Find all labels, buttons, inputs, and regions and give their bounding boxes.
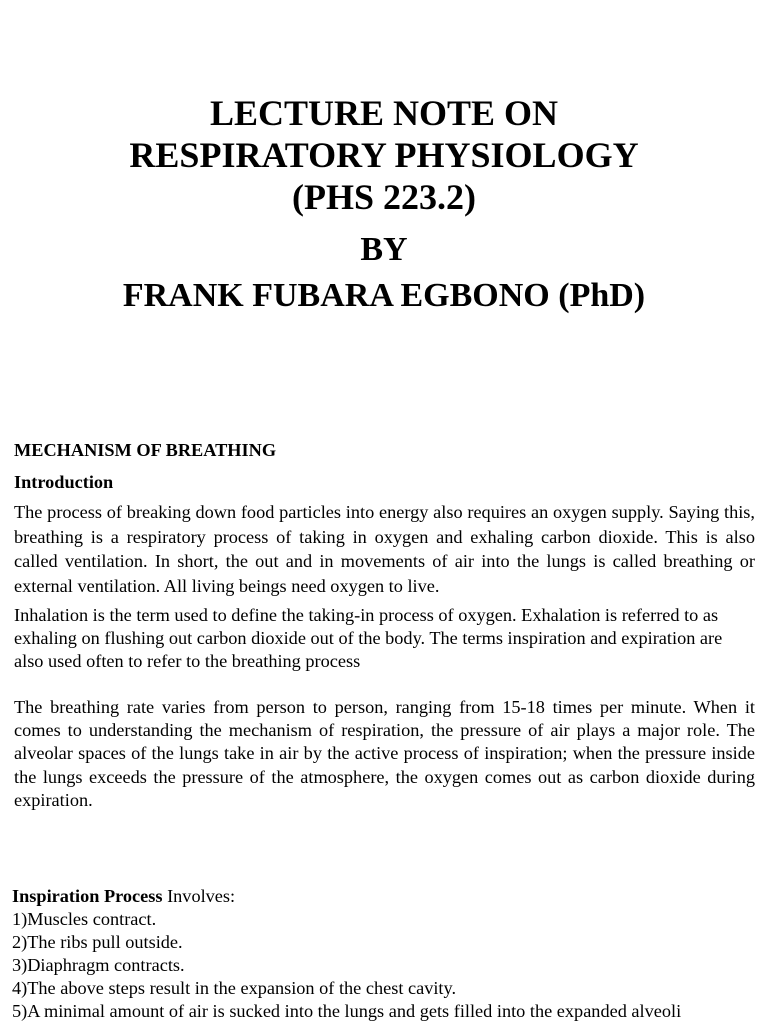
author-name: FRANK FUBARA EGBONO (PhD) [122, 277, 646, 314]
title-line-2: RESPIRATORY PHYSIOLOGY [129, 135, 639, 175]
document-title [0, 92, 768, 316]
list-item: 4)The above steps result in the expansion of the chest cavity. [12, 978, 457, 998]
inspiration-label-rest: Involves: [162, 886, 236, 906]
inspiration-label: Inspiration Process [12, 886, 163, 906]
paragraph-3: The breathing rate varies from person to person, ranging from 15-18 times per minute. When it comes to understanding the mechanism of respiration, the pressure of air plays a major role. The alveolar spaces of the lungs take in air by the active process of inspiration; when the pressure inside the lungs exceeds the pressure of the atmosphere, the oxygen comes out as carbon dioxide during expiration. [14, 697, 755, 810]
inspiration-heading [12, 885, 762, 908]
list-item: 3)Diaphragm contracts. [12, 955, 185, 975]
list-item: 5)A minimal amount of air is sucked into the lungs and gets filled into the expanded alveoli [12, 1001, 682, 1021]
inspiration-list [12, 885, 762, 1023]
title-line-1: LECTURE NOTE ON [209, 93, 559, 133]
by-line: BY [360, 231, 408, 268]
list-item: 1)Muscles contract. [12, 909, 157, 929]
section-heading: MECHANISM OF BREATHING [14, 440, 277, 460]
list-item: 2)The ribs pull outside. [12, 932, 183, 952]
title-line-3: (PHS 223.2) [292, 177, 476, 217]
paragraph-1: The process of breaking down food particles into energy also requires an oxygen supply. Saying this, breathing is a respiratory process of taking in oxygen and exhaling carbon dioxide. This is also called ventilation. In short, the out and in movements of air into the lungs is called breathing or external ventilation. All living beings need oxygen to live. [14, 502, 755, 596]
paragraph-2: Inhalation is the term used to define the taking-in process of oxygen. Exhalation is referred to as exhaling on flushing out carbon dioxide out of the body. The terms inspiration and expiration are also used often to refer to the breathing process [14, 605, 723, 671]
section-subheading: Introduction [14, 472, 114, 492]
